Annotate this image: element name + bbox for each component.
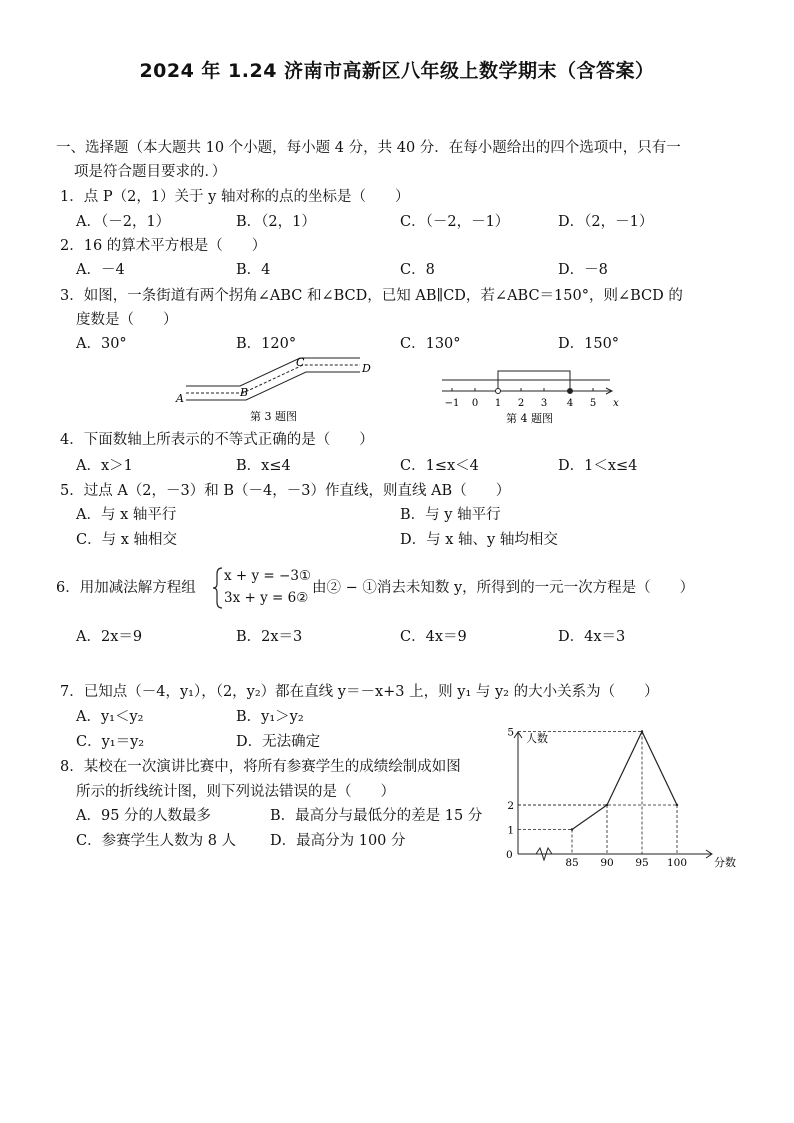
question-8-option-d: D．最高分为 100 分 [270,833,406,849]
question-3-option-a: A．30° [76,336,127,352]
x-tick-label: 95 [635,857,649,869]
question-7-option-a: A．y₁＜y₂ [76,709,144,725]
question-6-option-a: A．2x＝9 [76,629,143,645]
question-8-stem-cont: 所示的折线统计图，则下列说法错误的是（ ） [76,784,395,800]
question-3-option-b: B．120° [236,336,297,352]
solid-dot-at-4 [568,389,573,394]
open-dot-at-1 [496,389,501,394]
question-8-option-b: B．最高分与最低分的差是 15 分 [270,808,483,824]
question-3-stem-cont: 度数是（ ） [76,312,178,328]
tick-label: 1 [494,398,502,409]
question-6-stem-pre: 6．用加减法解方程组 [56,580,196,596]
x-axis-label: 分数 [714,856,736,869]
y-tick-label: 2 [507,800,514,812]
question-3-option-c: C．130° [400,336,461,352]
question-5-option-a: A．与 x 轴平行 [76,507,177,523]
question-2-stem: 2．16 的算术平方根是（ ） [60,238,267,254]
question-1-option-a: A．（－2，1） [76,214,171,230]
question-7-option-c: C．y₁＝y₂ [76,734,145,750]
data-point [641,730,643,732]
section-heading-line2: 项是符合题目要求的．） [74,164,227,180]
label-d: D [362,362,371,375]
question-7-option-b: B．y₁＞y₂ [236,709,304,725]
question-3-option-d: D．150° [558,336,620,352]
label-c: C [296,356,305,369]
question-6-option-b: B．2x＝3 [236,629,303,645]
figure-4-caption: 第 4 题图 [506,412,553,425]
question-4-option-b: B．x≤4 [236,458,291,474]
question-3-stem: 3．如图，一条街道有两个拐角∠ABC 和∠BCD，已知 AB∥CD，若∠ABC＝150°，则∠BCD 的 [60,288,683,304]
section-heading-line1: 一、选择题（本大题共 10 个小题，每小题 4 分，共 40 分．在每小题给出的四个选项中，只有一 [56,140,681,156]
equation-2: 3x + y = 6② [224,590,309,606]
label-a: A [176,392,184,405]
figure-4-number-line [432,360,632,428]
tick-label: 4 [566,398,574,409]
question-1-option-c: C．（－2，－1） [400,214,510,230]
question-6-option-d: D．4x＝3 [558,629,626,645]
figure-3-street-diagram [170,352,380,424]
question-2-option-a: A．－4 [76,262,125,278]
x-tick-label: 85 [565,857,579,869]
figure-3-caption: 第 3 题图 [250,410,297,423]
equation-system-brace [212,566,224,610]
data-series-line [572,732,677,830]
question-5-stem: 5．过点 A（2，－3）和 B（－4，－3）作直线，则直线 AB（ ） [60,483,511,499]
question-2-option-b: B．4 [236,262,271,278]
question-7-option-d: D．无法确定 [236,734,321,750]
x-tick-label: 90 [600,857,614,869]
tick-label: 0 [471,398,479,409]
question-6-option-c: C．4x＝9 [400,629,467,645]
question-2-option-c: C．8 [400,262,435,278]
question-1-stem: 1．点 P（2，1）关于 y 轴对称的点的坐标是（ ） [60,189,410,205]
tick-label: 2 [517,398,525,409]
street-center-line [186,365,360,393]
axis-label-x: x [613,398,619,409]
question-4-stem: 4．下面数轴上所表示的不等式正确的是（ ） [60,432,374,448]
origin-label: 0 [506,849,513,861]
data-point [571,828,573,830]
data-point [606,804,608,806]
question-5-option-b: B．与 y 轴平行 [400,507,501,523]
interval-bracket [498,371,570,391]
question-7-stem: 7．已知点（－4，y₁），（2，y₂）都在直线 y＝－x+3 上，则 y₁ 与 y₂ 的大小关系为（ ） [60,684,659,700]
question-1-option-b: B．（2，1） [236,214,316,230]
y-tick-label: 5 [507,726,514,739]
x-tick-label: 100 [666,857,688,869]
data-point [676,804,678,806]
question-4-option-a: A．x＞1 [76,458,133,474]
question-5-option-c: C．与 x 轴相交 [76,532,177,548]
label-b: B [240,386,249,399]
y-axis-label: 人数 [526,732,548,745]
equation-1: x + y = −3① [224,568,312,584]
tick-label: 3 [540,398,548,409]
question-2-option-d: D．－8 [558,262,608,278]
question-1-option-d: D．（2，－1） [558,214,654,230]
question-4-option-c: C．1≤x＜4 [400,458,479,474]
page-title: 2024 年 1.24 济南市高新区八年级上数学期末（含答案） [139,60,655,82]
question-8-line-chart [500,726,750,872]
question-6-stem-post: 由② − ①消去未知数 y，所得到的一元一次方程是（ ） [312,580,695,596]
question-8-stem: 8．某校在一次演讲比赛中，将所有参赛学生的成绩绘制成如图 [60,759,461,775]
tick-label: −1 [444,398,460,409]
question-8-option-a: A．95 分的人数最多 [76,808,212,824]
tick-label: 5 [589,398,597,409]
question-4-option-d: D．1＜x≤4 [558,458,638,474]
question-8-option-c: C．参赛学生人数为 8 人 [76,833,237,849]
y-tick-label: 1 [507,824,514,837]
question-5-option-d: D．与 x 轴、y 轴均相交 [400,532,558,548]
